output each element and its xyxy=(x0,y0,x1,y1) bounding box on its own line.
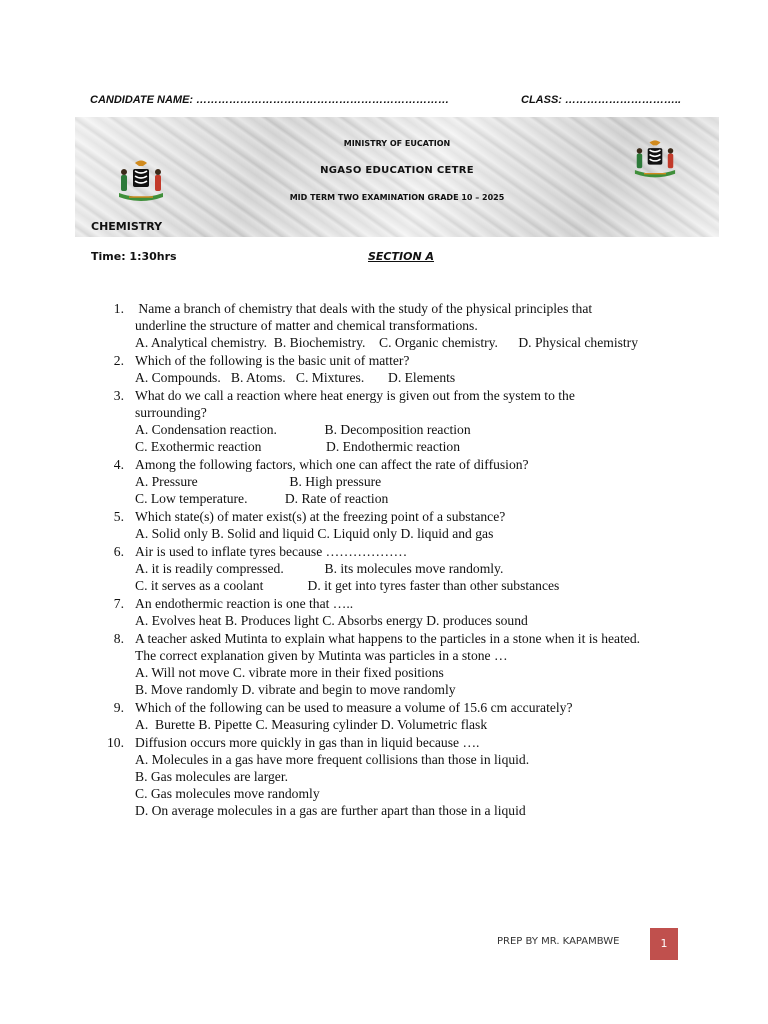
question-number: 1. xyxy=(113,301,124,316)
question-number: 7. xyxy=(113,596,124,611)
question-line: A. Solid only B. Solid and liquid C. Liquid only D. liquid and gas xyxy=(135,526,494,541)
question-line: C. Exothermic reaction D. Endothermic reaction xyxy=(135,439,461,454)
question-text: Diffusion occurs more quickly in gas than in liquid because …. xyxy=(135,735,480,750)
question-number: 10. xyxy=(107,735,124,750)
question-item xyxy=(108,300,708,351)
question-text: A teacher asked Mutinta to explain what happens to the particles in a stone when it is heated. xyxy=(135,631,641,646)
header-banner xyxy=(75,117,719,237)
question-line: A. Pressure B. High pressure xyxy=(135,474,382,489)
question-line: A. Compounds. B. Atoms. C. Mixtures. D. Elements xyxy=(135,370,456,385)
question-item xyxy=(108,595,708,629)
question-text: An endothermic reaction is one that ….. xyxy=(135,596,354,611)
coat-of-arms-right-icon xyxy=(627,139,683,181)
question-number: 4. xyxy=(113,457,124,472)
question-line: A. Molecules in a gas have more frequent collisions than those in liquid. xyxy=(135,752,530,767)
question-line: C. it serves as a coolant D. it get into tyres faster than other substances xyxy=(135,578,560,593)
question-line: The correct explanation given by Mutinta was particles in a stone … xyxy=(135,648,508,663)
subject-title: CHEMISTRY xyxy=(91,220,163,233)
question-number: 6. xyxy=(113,544,124,559)
question-line: A. it is readily compressed. B. its molecules move randomly. xyxy=(135,561,504,576)
question-item xyxy=(108,699,708,733)
question-number: 8. xyxy=(113,631,124,646)
centre-title: NGASO EDUCATION CETRE xyxy=(320,165,474,176)
question-line: surrounding? xyxy=(135,405,207,420)
question-line: B. Move randomly D. vibrate and begin to move randomly xyxy=(135,682,456,697)
question-text: Which of the following is the basic unit of matter? xyxy=(135,353,410,368)
question-item xyxy=(108,456,708,507)
question-line: A. Will not move C. vibrate more in their fixed positions xyxy=(135,665,444,680)
candidate-name-field: CANDIDATE NAME: …………………………………………………………… xyxy=(90,94,450,106)
class-field: CLASS: ………………………….. xyxy=(521,94,682,106)
section-heading: SECTION A xyxy=(368,250,435,263)
question-text: Air is used to inflate tyres because ……………… xyxy=(135,544,408,559)
question-line: underline the structure of matter and chemical transformations. xyxy=(135,318,478,333)
question-text: What do we call a reaction where heat energy is given out from the system to the xyxy=(135,388,575,403)
question-number: 9. xyxy=(113,700,124,715)
question-line: A. Condensation reaction. B. Decomposition reaction xyxy=(135,422,471,437)
question-text: Name a branch of chemistry that deals with the study of the physical principles that xyxy=(135,301,593,316)
question-item xyxy=(108,508,708,542)
question-line: A. Burette B. Pipette C. Measuring cylinder D. Volumetric flask xyxy=(135,717,488,732)
exam-duration: Time: 1:30hrs xyxy=(91,250,177,263)
question-number: 3. xyxy=(113,388,124,403)
question-line: C. Low temperature. D. Rate of reaction xyxy=(135,491,389,506)
question-number: 5. xyxy=(113,509,124,524)
exam-title: MID TERM TWO EXAMINATION GRADE 10 – 2025 xyxy=(289,193,505,202)
question-text: Which of the following can be used to measure a volume of 15.6 cm accurately? xyxy=(135,700,573,715)
question-item xyxy=(108,352,708,386)
question-number: 2. xyxy=(113,353,124,368)
question-text: Which state(s) of mater exist(s) at the freezing point of a substance? xyxy=(135,509,506,524)
question-line: B. Gas molecules are larger. xyxy=(135,769,289,784)
question-item xyxy=(108,630,708,698)
question-line: C. Gas molecules move randomly xyxy=(135,786,320,801)
ministry-title: MINISTRY OF EUCATION xyxy=(343,139,451,148)
prepared-by: PREP BY MR. KAPAMBWE xyxy=(497,936,620,947)
question-line: A. Analytical chemistry. B. Biochemistry. C. Organic chemistry. D. Physical chemistry xyxy=(135,335,639,350)
page-number: 1 xyxy=(650,928,678,960)
question-line: A. Evolves heat B. Produces light C. Absorbs energy D. produces sound xyxy=(135,613,528,628)
question-item xyxy=(108,734,708,819)
question-list xyxy=(108,300,708,820)
question-item xyxy=(108,543,708,594)
question-text: Among the following factors, which one can affect the rate of diffusion? xyxy=(135,457,529,472)
question-line: D. On average molecules in a gas are further apart than those in a liquid xyxy=(135,803,526,818)
question-item xyxy=(108,387,708,455)
